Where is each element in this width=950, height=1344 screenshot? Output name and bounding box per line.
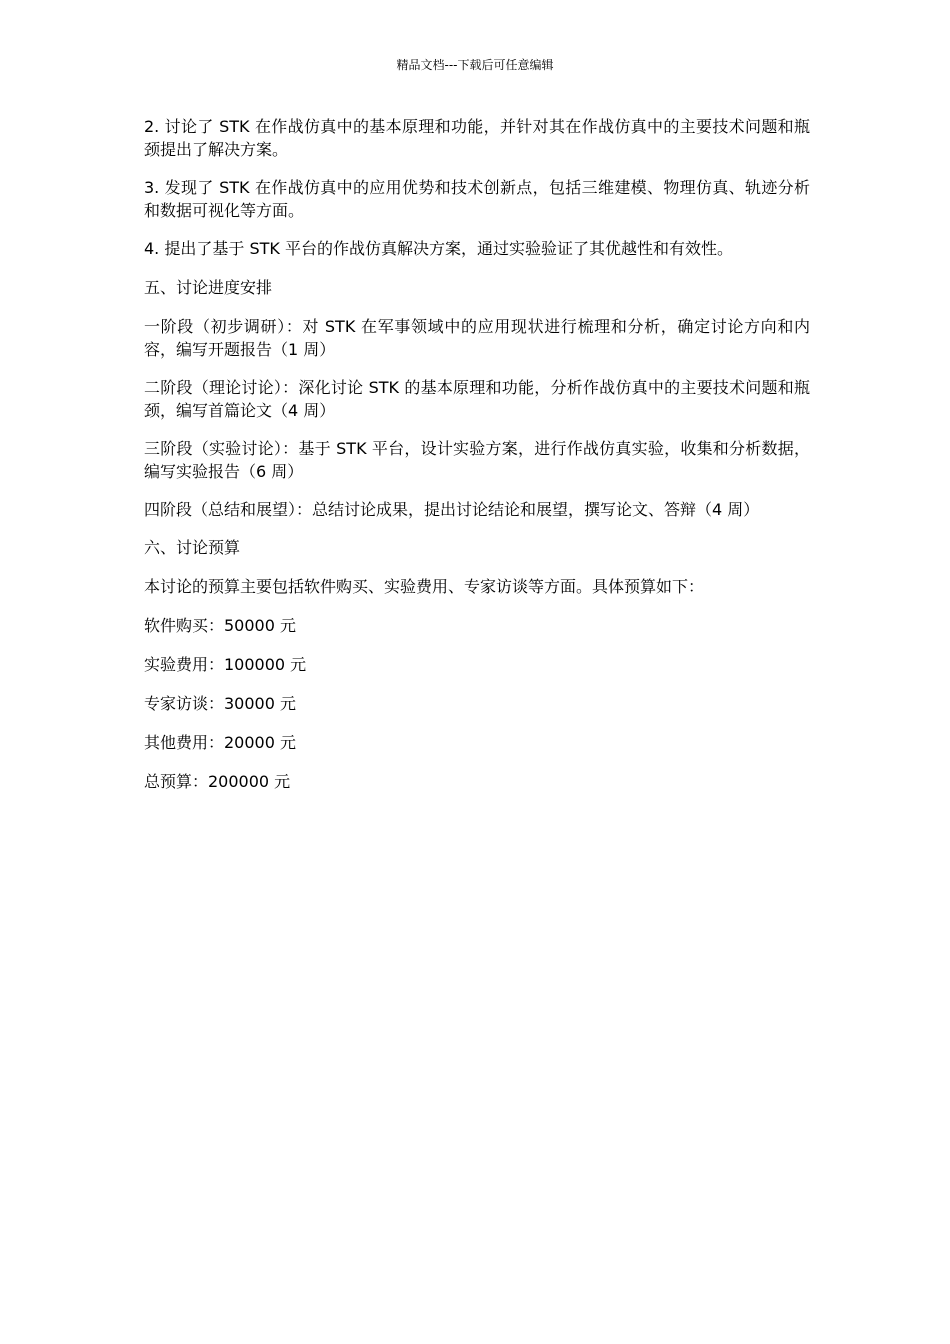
page-header: 精品文档---下载后可任意编辑 — [396, 58, 554, 72]
schedule-phase-2: 二阶段（理论讨论）：深化讨论 STK 的基本原理和功能，分析作战仿真中的主要技术问题和瓶颈，编写首篇论文（4 周） — [144, 378, 810, 420]
schedule-phase-1: 一阶段（初步调研）：对 STK 在军事领域中的应用现状进行梳理和分析，确定讨论方向和内容，编写开题报告（1 周） — [144, 317, 810, 359]
budget-intro: 本讨论的预算主要包括软件购买、实验费用、专家访谈等方面。具体预算如下： — [144, 577, 705, 596]
budget-item-expert-interview: 专家访谈：30000 元 — [144, 694, 296, 713]
section-heading-schedule: 五、讨论进度安排 — [144, 278, 273, 297]
conclusion-item-4: 4. 提出了基于 STK 平台的作战仿真解决方案，通过实验验证了其优越性和有效性。 — [144, 239, 733, 258]
budget-total: 总预算：200000 元 — [144, 772, 291, 791]
budget-item-experiment: 实验费用：100000 元 — [144, 655, 307, 674]
budget-item-software: 软件购买：50000 元 — [144, 616, 296, 635]
schedule-phase-3: 三阶段（实验讨论）：基于 STK 平台，设计实验方案，进行作战仿真实验，收集和分析数据，编写实验报告（6 周） — [144, 439, 810, 481]
budget-item-other: 其他费用：20000 元 — [144, 733, 296, 752]
section-heading-budget: 六、讨论预算 — [144, 538, 241, 557]
schedule-phase-4: 四阶段（总结和展望）：总结讨论成果，提出讨论结论和展望，撰写论文、答辩（4 周） — [144, 500, 760, 519]
conclusion-item-3: 3. 发现了 STK 在作战仿真中的应用优势和技术创新点，包括三维建模、物理仿真、轨迹分析和数据可视化等方面。 — [144, 178, 810, 220]
document-body — [144, 115, 810, 809]
conclusion-item-2: 2. 讨论了 STK 在作战仿真中的基本原理和功能，并针对其在作战仿真中的主要技术问题和瓶颈提出了解决方案。 — [144, 117, 810, 159]
